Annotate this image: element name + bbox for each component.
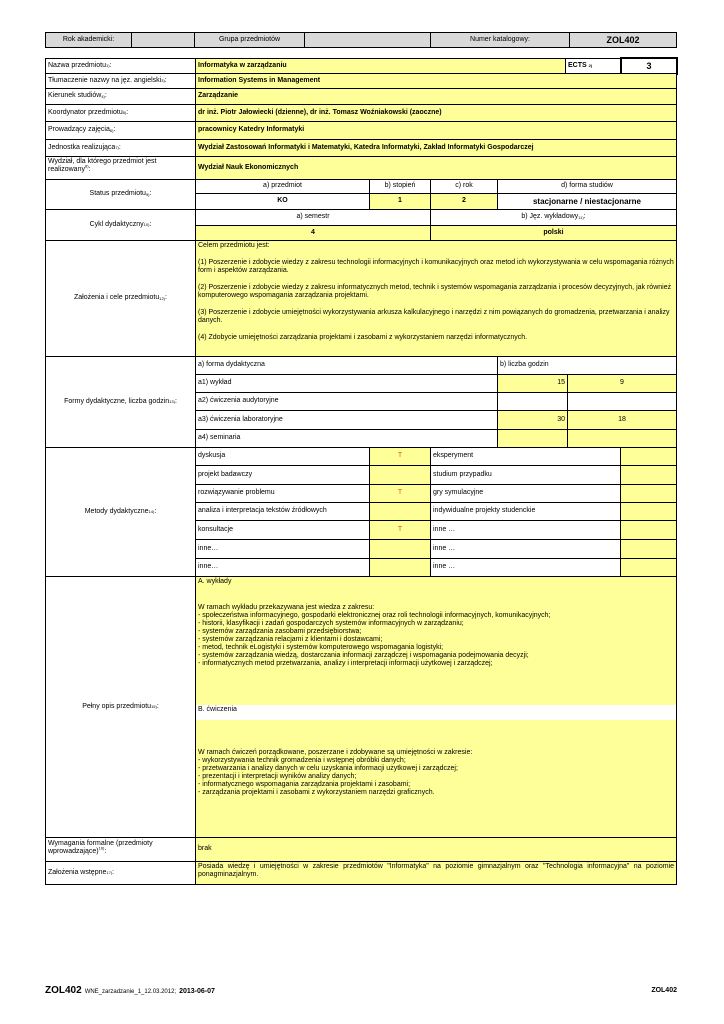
method-left-mark [369, 502, 431, 521]
ects-label: ECTS 2) [565, 58, 621, 74]
forms-label: Formy dydaktyczne, liczba godzin 13) : [45, 356, 196, 448]
faculty-value: Wydział Nauk Ekonomicznych [195, 156, 677, 180]
goals-intro: Celem przedmiotu jest: [198, 242, 270, 249]
description-a-intro: W ramach wykładu przekazywana jest wiedza z zakresu: [198, 604, 375, 612]
status-d-header: d) forma studiów [497, 179, 677, 194]
description-list-item: - społeczeństwa informacyjnego, gospodarki elektronicznej oraz roli technologii informacyjnych, komunikacyjnych; [198, 612, 551, 620]
status-c-value: 2 [430, 193, 498, 210]
methods-label: Metody dydaktyczne 14) : [45, 447, 196, 577]
status-a-value: KO [195, 193, 370, 210]
status-label: Status przedmiotu 9) : [45, 179, 196, 210]
cycle-b-value: polski [430, 225, 677, 241]
method-right-mark [620, 502, 677, 521]
status-b-value: 1 [369, 193, 431, 210]
teachers-value: pracownicy Katedry Informatyki [195, 121, 677, 140]
description-list-item: - metod, technik eLogistyki i systemów komputerowego wspomagania logistyki; [198, 644, 444, 652]
status-b-header: b) stopień [369, 179, 431, 194]
method-left-mark: T [369, 484, 431, 503]
method-left-name: inne… [195, 539, 370, 559]
method-left-mark [369, 465, 431, 485]
form-row-hours-full: 15 [497, 374, 568, 393]
form-row-hours-part: 9 [567, 374, 677, 393]
method-right-name: inne … [430, 539, 621, 559]
subject-group-label: Grupa przedmiotów [194, 32, 305, 48]
status-a-header: a) przedmiot [195, 179, 370, 194]
method-right-name: gry symulacyjne [430, 484, 621, 503]
method-right-mark [620, 520, 677, 540]
method-right-mark [620, 465, 677, 485]
description-list-item: - prezentacji i interpretacji wyników analizy danych; [198, 773, 357, 781]
method-right-name: inne … [430, 520, 621, 540]
description-list-item: - systemów zarządzania zasobami przedsiębiorstwa; [198, 628, 362, 636]
method-left-name: analiza i interpretacja tekstów źródłowych [195, 502, 370, 521]
method-right-name: inne … [430, 558, 621, 577]
footer-file: WNE_zarzadzanie_1_12.03.2012; [84, 989, 177, 995]
english-name-value: Information Systems in Management [195, 73, 677, 89]
description-b-title: B. ćwiczenia [198, 706, 237, 713]
method-left-mark [369, 539, 431, 559]
description-b-title-row [196, 705, 676, 720]
method-left-mark: T [369, 447, 431, 466]
unit-value: Wydział Zastosowań Informatyki i Matematyki, Katedra Informatyki, Zakład Informatyki Gospodarczej [195, 139, 677, 157]
goals-content [195, 240, 677, 357]
description-list-item: - informatycznego wspomagania zarządzania projektami i zasobami; [198, 781, 411, 789]
subject-name-value: Informatyka w zarządzaniu [195, 58, 566, 74]
method-left-name: projekt badawczy [195, 465, 370, 485]
status-d-value: stacjonarne / niestacjonarne [497, 193, 677, 210]
form-row-hours-part [567, 429, 677, 448]
teachers-label: Prowadzący zajęcia 6) : [45, 121, 196, 140]
direction-value: Zarządzanie [195, 88, 677, 105]
method-right-name: eksperyment [430, 447, 621, 466]
footer-right-code: ZOL402 [651, 987, 677, 994]
method-left-name: inne… [195, 558, 370, 577]
form-row-name: a3) ćwiczenia laboratoryjne [195, 410, 498, 430]
description-list-item: - systemów zarządzania relacjami z klientami i dostawcami; [198, 636, 383, 644]
description-content [195, 576, 677, 838]
goals-label: Założenia i cele przedmiotu 12) : [45, 240, 196, 357]
description-label: Pełny opis przedmiotu 15) : [45, 576, 196, 838]
cycle-a-header: a) semestr [195, 209, 431, 226]
faculty-label: Wydział, dla którego przedmiot jest realizowany$^{8)}$: [45, 156, 196, 180]
form-row-hours-full: 30 [497, 410, 568, 430]
goals-item: (4) Zdobycie umiejętności zarządzania projektami i zasobami z wykorzystaniem narzędzi informatycznych. [198, 334, 528, 342]
description-b-block [198, 749, 674, 797]
subject-group-value [304, 32, 431, 48]
catalog-number-value: ZOL402 [569, 32, 677, 48]
method-right-mark [620, 558, 677, 577]
description-list-item: - historii, klasyfikacji i zadań gospodarczych systemów informacyjnych w zarządzaniu; [198, 620, 464, 628]
unit-label: Jednostka realizująca 7) : [45, 139, 196, 157]
academic-year-label: Rok akademicki: [45, 32, 132, 48]
method-left-mark [369, 558, 431, 577]
form-row-hours-full [497, 429, 568, 448]
footer-date: 2013-06-07 [179, 988, 215, 995]
cycle-b-header: b) Jęz. wykładowy 11) : [430, 209, 677, 226]
description-list-item: - informatycznych metod przetwarzania, analizy i interpretacji informacji użytkowej i zarządczej; [198, 660, 493, 668]
requirements-label: Wymagania formalne (przedmioty wprowadzające)$^{16)}$: [45, 837, 196, 862]
prerequisites-value: Posiada wiedzę i umiejętności w zakresie przedmiotów "Informatyka" na poziomie gimnazjalnym oraz "Technologia informacyjna" na poziomie ponagminazjalnym. [195, 861, 677, 885]
method-left-name: rozwiązywanie problemu [195, 484, 370, 503]
goals-item: (2) Poszerzenie i zdobycie wiedzy z zakresu informatycznych metod, technik i systemów wspomagania zarządzania i procesów decyzyjnych, jak również komputerowego wspomagania zarządzania projektami. [198, 284, 672, 300]
description-b-intro: W ramach ćwiczeń porządkowane, poszerzane i zdobywane są umiejętności w zakresie: [198, 749, 473, 756]
footer-left [45, 985, 215, 997]
method-right-mark [620, 539, 677, 559]
description-list-item: - wykorzystywania technik gromadzenia i wstępnej obróbki danych; [198, 757, 406, 765]
method-left-name: konsultacje [195, 520, 370, 540]
coordinator-value: dr inż. Piotr Jałowiecki (dzienne), dr inż. Tomasz Woźniakowski (zaoczne) [195, 104, 677, 122]
ects-value: 3 [620, 57, 678, 75]
status-c-header: c) rok [430, 179, 498, 194]
catalog-number-label: Numer katalogowy: [430, 32, 570, 48]
form-row-hours-part [567, 392, 677, 411]
description-list-item: - zarządzania projektami i zasobami z wykorzystaniem narzędzi graficznych. [198, 789, 435, 797]
method-left-name: dyskusja [195, 447, 370, 466]
cycle-label: Cykl dydaktyczny 10) : [45, 209, 196, 241]
footer-code: ZOL402 [45, 985, 82, 996]
description-list-item: - systemów zarządzania wiedzą, dostarczania informacji zarządczej i wspomagania podejmowania decyzji; [198, 652, 529, 660]
goals-item: (1) Poszerzenie i zdobycie wiedzy z zakresu technologii informacyjnych i komunikacyjnych oraz metod ich wykorzystywania w celu wspomagania różnych form i aspektów zarządzania. [198, 259, 674, 275]
method-right-mark [620, 484, 677, 503]
description-a-title: A. wykłady [198, 578, 232, 585]
english-name-label: Tłumaczenie nazwy na jęz. angielski 3) : [45, 73, 196, 89]
prerequisites-label: Założenia wstępne 17) : [45, 861, 196, 885]
description-a-list [198, 612, 674, 668]
cycle-a-value: 4 [195, 225, 431, 241]
forms-a-header: a) forma dydaktyczna [195, 356, 498, 375]
method-right-name: studium przypadku [430, 465, 621, 485]
method-right-mark [620, 447, 677, 466]
coordinator-label: Koordynator przedmiotu 5) : [45, 104, 196, 122]
form-row-hours-full [497, 392, 568, 411]
form-row-name: a4) seminaria [195, 429, 498, 448]
form-row-name: a2) ćwiczenia audytoryjne [195, 392, 498, 411]
forms-b-header: b) liczba godzin [497, 356, 677, 375]
goals-item: (3) Poszerzenie i zdobycie umiejętności wykorzystywania arkusza kalkulacyjnego i narzędzi z nim powiązanych do gromadzenia, przetwarzania i analizy danych. [198, 309, 670, 325]
description-list-item: - przetwarzania i analizy danych w celu uzyskania informacji użytkowej i zarządczej; [198, 765, 458, 773]
form-row-hours-part: 18 [567, 410, 677, 430]
method-left-mark: T [369, 520, 431, 540]
description-b-list [198, 757, 674, 797]
requirements-value: brak [195, 837, 677, 862]
form-row-name: a1) wykład [195, 374, 498, 393]
method-right-name: indywidualne projekty studenckie [430, 502, 621, 521]
subject-name-label: Nazwa przedmiotu 1) : [45, 58, 196, 74]
academic-year-value [131, 32, 195, 48]
direction-label: Kierunek studiów 4) : [45, 88, 196, 105]
